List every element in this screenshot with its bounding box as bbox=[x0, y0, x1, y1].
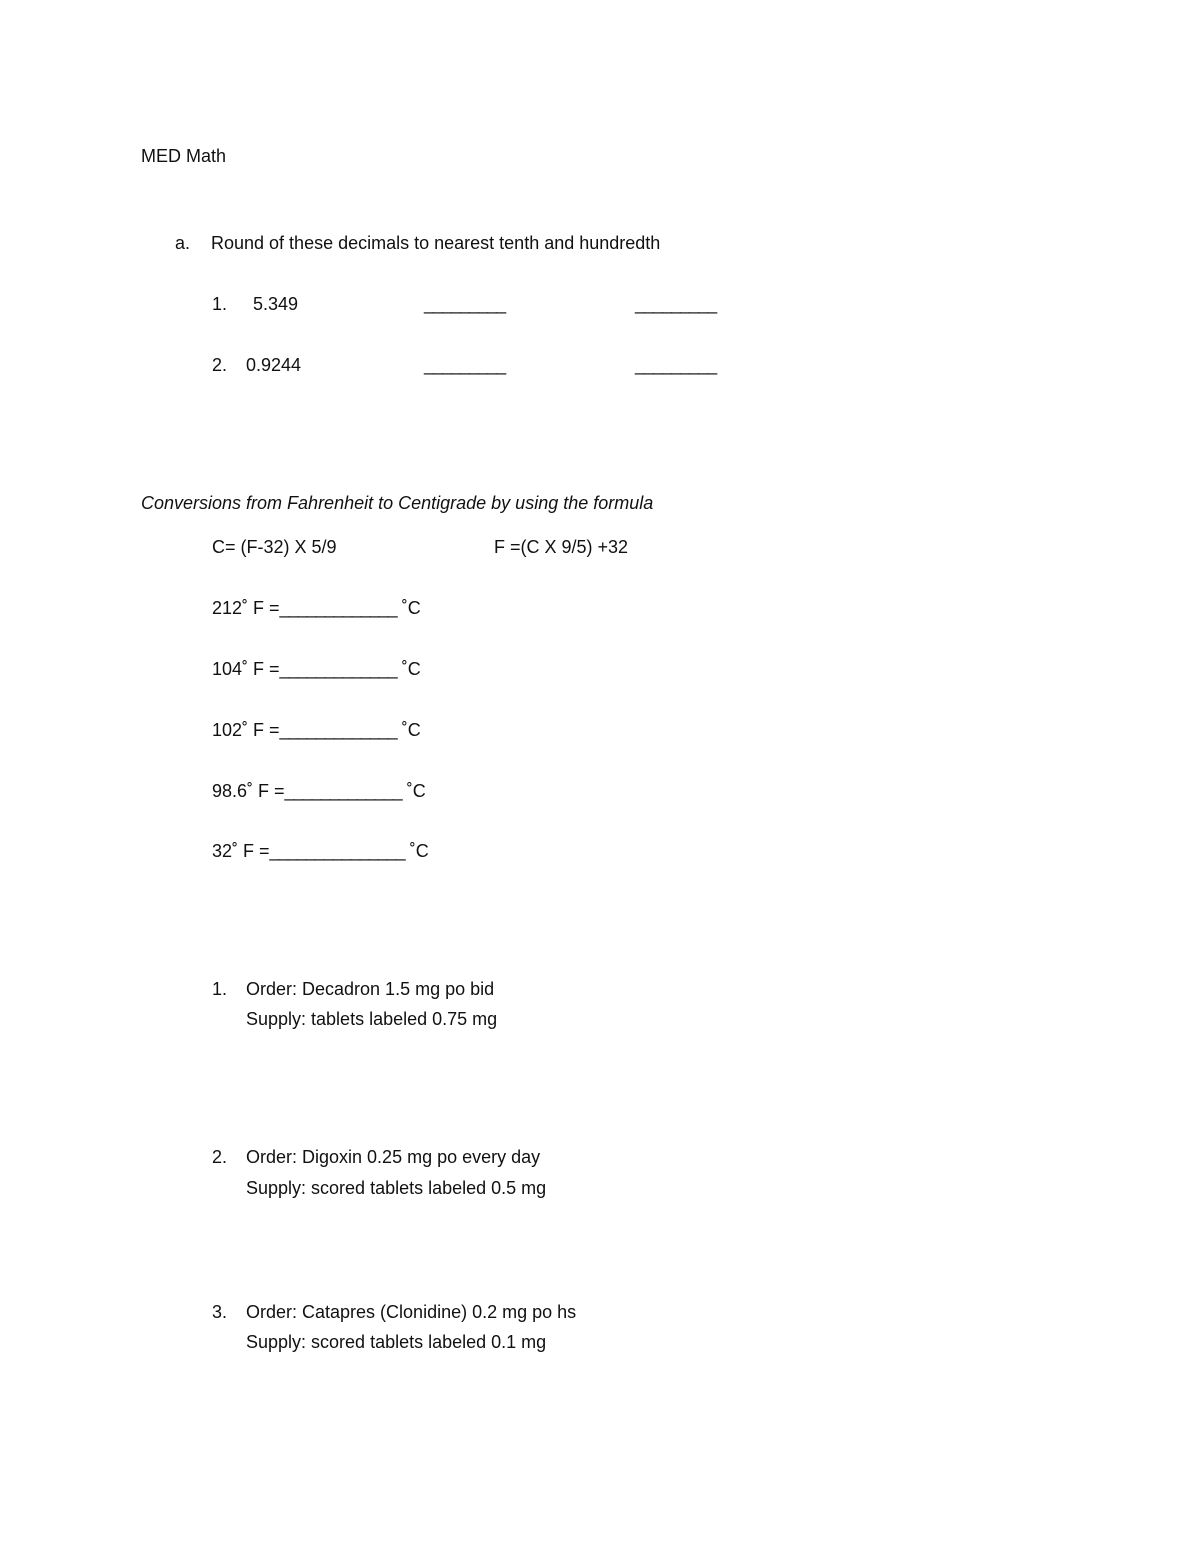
order-text: Order: Digoxin 0.25 mg po every day bbox=[246, 1147, 541, 1167]
unit-label: ˚C bbox=[401, 720, 421, 740]
answer-blank: _______________ bbox=[269, 841, 405, 861]
rounding-item-value: 0.9244 bbox=[246, 355, 302, 375]
conversion-label: 98.6˚ F = bbox=[212, 781, 285, 801]
order-text: Order: Catapres (Clonidine) 0.2 mg po hs bbox=[246, 1302, 577, 1322]
rounding-item-value: 5.349 bbox=[253, 294, 299, 314]
tenth-answer-blank: _________ bbox=[424, 355, 506, 375]
hundredth-answer-blank: _________ bbox=[635, 355, 717, 375]
conversion-label: 212˚ F = bbox=[212, 598, 280, 618]
answer-blank: _____________ bbox=[279, 598, 397, 618]
tenth-answer-blank: _________ bbox=[424, 294, 506, 314]
celsius-formula: C= (F-32) X 5/9 bbox=[212, 537, 337, 557]
supply-text: Supply: tablets labeled 0.75 mg bbox=[246, 1009, 498, 1029]
unit-label: ˚C bbox=[409, 841, 429, 861]
answer-blank: _____________ bbox=[284, 781, 402, 801]
supply-text: Supply: scored tablets labeled 0.1 mg bbox=[246, 1332, 547, 1352]
rounding-item-number: 2. bbox=[212, 355, 228, 375]
conversion-label: 32˚ F = bbox=[212, 841, 270, 861]
conversion-row bbox=[212, 840, 429, 862]
hundredth-answer-blank: _________ bbox=[635, 294, 717, 314]
section-a-marker: a. bbox=[175, 233, 191, 253]
conversion-label: 102˚ F = bbox=[212, 720, 280, 740]
unit-label: ˚C bbox=[401, 598, 421, 618]
fahrenheit-formula: F =(C X 9/5) +32 bbox=[494, 537, 629, 557]
answer-blank: _____________ bbox=[279, 659, 397, 679]
answer-blank: _____________ bbox=[279, 720, 397, 740]
conversion-row bbox=[212, 658, 421, 680]
conversion-label: 104˚ F = bbox=[212, 659, 280, 679]
conversion-row bbox=[212, 780, 426, 802]
rounding-item-number: 1. bbox=[212, 294, 228, 314]
order-text: Order: Decadron 1.5 mg po bid bbox=[246, 979, 495, 999]
supply-text: Supply: scored tablets labeled 0.5 mg bbox=[246, 1178, 547, 1198]
rounding-instruction: Round of these decimals to nearest tenth and hundredth bbox=[211, 233, 661, 253]
order-number: 2. bbox=[212, 1147, 228, 1167]
unit-label: ˚C bbox=[406, 781, 426, 801]
conversion-row bbox=[212, 597, 421, 619]
order-number: 1. bbox=[212, 979, 228, 999]
unit-label: ˚C bbox=[401, 659, 421, 679]
page-title: MED Math bbox=[141, 146, 227, 166]
conversions-heading: Conversions from Fahrenheit to Centigrade by using the formula bbox=[141, 493, 654, 513]
conversion-row bbox=[212, 719, 421, 741]
order-number: 3. bbox=[212, 1302, 228, 1322]
